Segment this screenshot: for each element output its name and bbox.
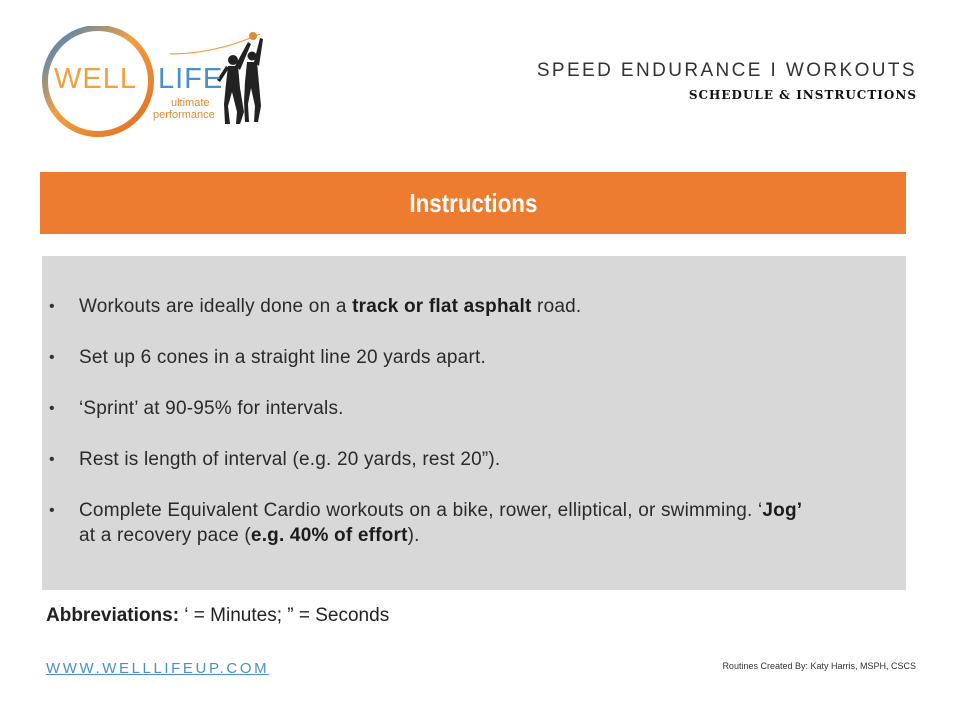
- author-credit: Routines Created By: Katy Harris, MSPH, CSCS: [722, 661, 916, 671]
- abbreviations-label: Abbreviations:: [46, 605, 180, 626]
- instructions-list: [42, 294, 906, 574]
- silhouette-athletes-icon: [217, 32, 263, 124]
- bullet-glyph: •: [49, 349, 55, 366]
- bullet-glyph: •: [49, 400, 55, 417]
- item-text: ).: [407, 525, 420, 546]
- item-bold-text: e.g. 40% of effort: [250, 525, 408, 546]
- list-item: [42, 345, 906, 370]
- item-bold-text: Jog’: [762, 500, 803, 521]
- list-item: [42, 498, 906, 548]
- page-title: SPEED ENDURANCE I WORKOUTS: [536, 60, 917, 81]
- instructions-panel: [42, 256, 906, 590]
- logo-tagline-performance: performance: [153, 109, 215, 121]
- welllife-logo: [40, 26, 272, 142]
- item-text: road.: [531, 296, 582, 317]
- item-text: Complete Equivalent Cardio workouts on a bike, rower, elliptical, or swimming. ‘: [79, 500, 763, 521]
- instructions-banner: [40, 172, 906, 234]
- item-text: Workouts are ideally done on a: [79, 296, 353, 317]
- bullet-glyph: •: [49, 502, 55, 519]
- website-link[interactable]: WWW.WELLLIFEUP.COM: [46, 660, 270, 677]
- abbreviations-line: [46, 605, 389, 627]
- item-text: Set up 6 cones in a straight line 20 yards apart.: [79, 347, 486, 368]
- item-text: Rest is length of interval (e.g. 20 yards, rest 20”).: [79, 449, 501, 470]
- logo-tagline-ultimate: ultimate: [171, 97, 210, 109]
- list-item: [42, 396, 906, 421]
- list-item: [42, 294, 906, 319]
- abbreviations-text: ‘ = Minutes; ” = Seconds: [179, 605, 390, 626]
- item-text: ‘Sprint’ at 90-95% for intervals.: [79, 398, 344, 419]
- page-subtitle: SCHEDULE & INSTRUCTIONS: [688, 88, 917, 102]
- bullet-glyph: •: [49, 298, 55, 315]
- banner-title: Instructions: [409, 187, 537, 218]
- bullet-glyph: •: [49, 451, 55, 468]
- item-bold-text: track or flat asphalt: [352, 296, 532, 317]
- logo-word-life: LIFE: [158, 63, 224, 95]
- list-item: [42, 447, 906, 472]
- item-text: at a recovery pace (: [79, 525, 251, 546]
- logo-word-well: WELL: [54, 63, 137, 95]
